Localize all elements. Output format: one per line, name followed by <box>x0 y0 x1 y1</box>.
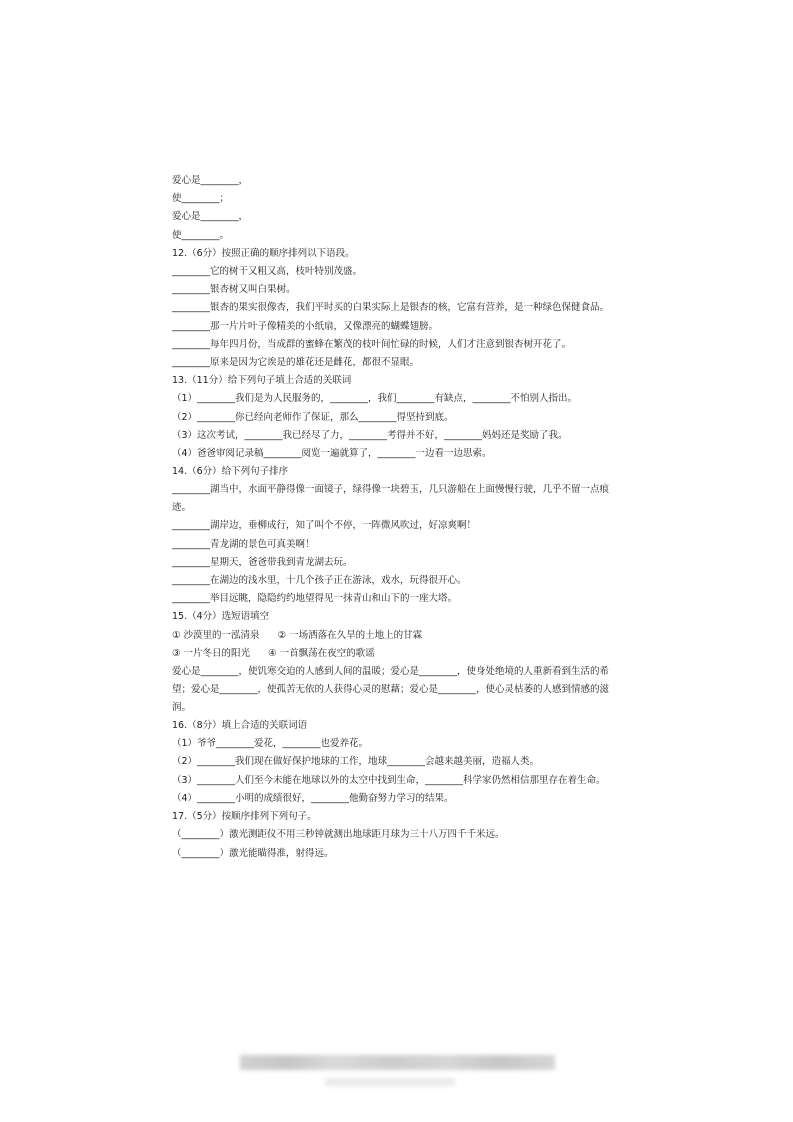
text-line: ________原来是因为它诶是的雄花还是雌花，都很不显眼。 <box>172 357 420 369</box>
text-line: ________它的树干又粗又高，枝叶特别茂盛。 <box>172 266 363 278</box>
text-line: 使________； <box>172 193 230 205</box>
text-line: （2）________你已经向老师作了保证，那么________得坚持到底。 <box>172 411 454 423</box>
worksheet-content <box>172 172 622 863</box>
question-heading: 17.（5分）按顺序排列下列句子。 <box>172 811 317 823</box>
text-line: 爱心是________， <box>172 211 249 223</box>
text-line: （1）________我们是为人民服务的，________，我们________有缺点，________不怕别人指出。 <box>172 393 578 405</box>
phrase-options-row <box>172 627 622 645</box>
text-line: 使________。 <box>172 229 230 241</box>
phrase-options-row <box>172 645 622 663</box>
text-line: （3）________人们至今未能在地球以外的太空中找到生命，________科学家仍然相信那里存在着生命。 <box>172 774 606 786</box>
text-line: ________湖岸边，垂柳成行，知了叫个不停，一阵微风吹过，好凉爽啊！ <box>172 520 477 532</box>
question-heading: 13.（11分）给下列句子填上合适的关联词 <box>172 375 352 387</box>
text-line: （3）这次考试，________我已经尽了力，________考得并不好，________妈妈还是奖励了我。 <box>172 429 568 441</box>
question-heading: 16.（8分）填上合适的关联词语 <box>172 720 308 732</box>
text-line: ________星期天，爸爸带我到青龙湖去玩。 <box>172 556 353 568</box>
text-line: ________银杏树又叫白果树。 <box>172 284 296 296</box>
text-line: ________每年四月份，当成群的蜜蜂在繁茂的枝叶间忙碌的时候，人们才注意到银杏树开花了。 <box>172 338 572 350</box>
text-line: （2）________我们现在做好保护地球的工作，地球________会越来越美丽，造福人类。 <box>172 756 540 768</box>
blurred-footer-watermark <box>240 1055 555 1070</box>
text-line: （4）________小明的成绩很好，________他勤奋努力学习的结果。 <box>172 792 454 804</box>
text-line: （1）爷爷________爱花，________也爱养花。 <box>172 738 369 750</box>
phrase-option: ④ 一首飘荡在夜空的歌谣 <box>268 647 375 659</box>
text-line: ________那一片片叶子像精美的小纸扇，又像漂亮的蝴蝶翅膀。 <box>172 320 439 332</box>
question-heading: 15.（4分）选短语填空 <box>172 611 270 623</box>
phrase-option: ① 沙漠里的一泓清泉 <box>172 629 260 641</box>
text-line: ________湖当中，水面平静得像一面镜子，绿得像一块碧玉，几只游船在上面慢慢行驶，几乎不留一点痕迹。 <box>172 484 610 514</box>
text-line: ________在湖边的浅水里，十几个孩子正在游泳，戏水，玩得很开心。 <box>172 575 467 587</box>
text-line: ________银杏的果实很像杏，我们平时买的白果实际上是银杏的核，它富有营养，是一种绿色保健食品。 <box>172 302 610 314</box>
blurred-footer-sub <box>325 1078 455 1086</box>
question-heading: 12.（6分）按照正确的顺序排列以下语段。 <box>172 247 355 259</box>
text-line: （________）激光能瞄得准，射得远。 <box>172 847 334 859</box>
text-line: ________举目远眺，隐隐约约地望得见一抹青山和山下的一座大塔。 <box>172 593 458 605</box>
text-line: （________）激光测距仪不用三秒钟就测出地球距月球为三十八万四千千米远。 <box>172 829 505 841</box>
text-line: 爱心是________， <box>172 175 249 186</box>
text-line: （4）爸爸审阅记录稿________阅览一遍就算了，________一边看一边思索。 <box>172 448 492 460</box>
phrase-option: ② 一场洒落在久旱的土地上的甘霖 <box>277 629 423 641</box>
question-heading: 14.（6分）给下列句子排序 <box>172 466 289 478</box>
text-line: ________青龙湖的景色可真美啊！ <box>172 538 315 550</box>
fill-paragraph: 爱心是________，使饥寒交迫的人感到人间的温暖；爱心是________，使身处绝境的人重新看到生活的希望；爱心是________，使孤苦无依的人获得心灵的慰藉；爱心是________，使心灵枯萎的人感到情感的滋润。 <box>172 666 610 714</box>
phrase-option: ③ 一片冬日的阳光 <box>172 647 251 659</box>
